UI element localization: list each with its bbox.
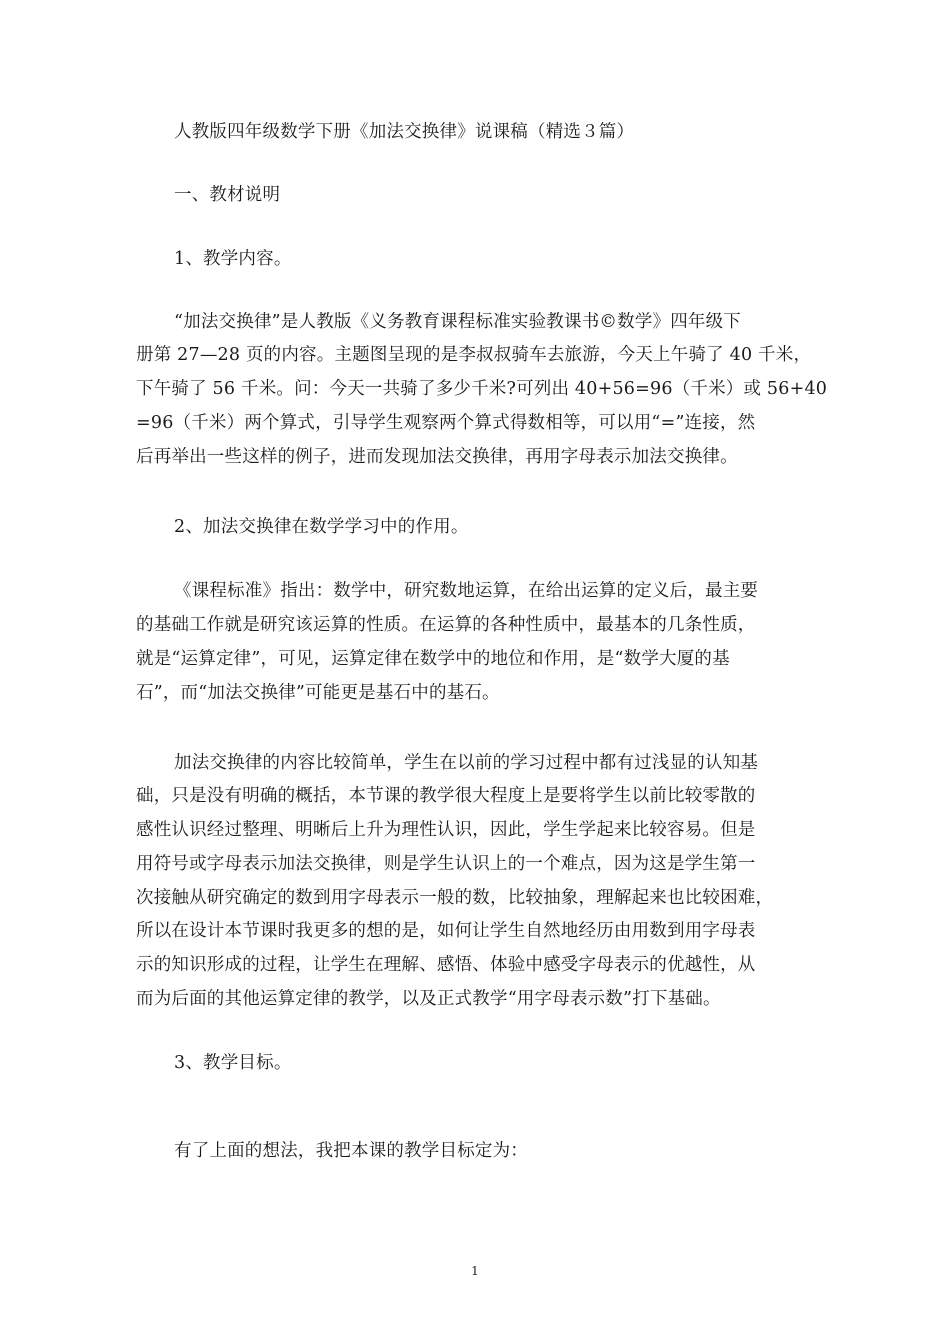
paragraph-line: 有了上面的想法，我把本课的教学目标定为： [174, 1141, 528, 1161]
paragraph-line: 所以在设计本节课时我更多的想的是，如何让学生自然地经历由用数到用字母表 [136, 921, 756, 941]
paragraph-line: 下午骑了 56 千米。问：今天一共骑了多少千米?可列出 40+56=96（千米）或 56+40 [136, 379, 828, 399]
document-title: 人教版四年级数学下册《加法交换律》说课稿（精选３篇） [174, 122, 635, 142]
item-heading: 3、教学目标。 [174, 1053, 292, 1073]
paragraph-line: =96（千米）两个算式，引导学生观察两个算式得数相等，可以用“=”连接，然 [136, 413, 756, 433]
paragraph-line: 后再举出一些这样的例子，进而发现加法交换律，再用字母表示加法交换律。 [136, 447, 738, 467]
paragraph-line: 石”，而“加法交换律”可能更是基石中的基石。 [136, 683, 500, 703]
item-heading: 1、教学内容。 [174, 249, 292, 269]
paragraph-line: 的基础工作就是研究该运算的性质。在运算的各种性质中，最基本的几条性质， [136, 615, 756, 635]
paragraph-line: 感性认识经过整理、明晰后上升为理性认识，因此，学生学起来比较容易。但是 [136, 820, 756, 840]
paragraph-line: 用符号或字母表示加法交换律，则是学生认识上的一个难点，因为这是学生第一 [136, 854, 756, 874]
page-number: 1 [471, 1264, 479, 1278]
paragraph-line: 《课程标准》指出：数学中，研究数地运算，在给出运算的定义后，最主要 [174, 581, 759, 601]
paragraph-line: “加法交换律”是人教版《义务教育课程标准实验教课书©数学》四年级下 [174, 312, 741, 332]
paragraph-line: 就是“运算定律”，可见，运算定律在数学中的地位和作用，是“数学大厦的基 [136, 649, 730, 669]
paragraph-line: 加法交换律的内容比较简单，学生在以前的学习过程中都有过浅显的认知基 [174, 753, 759, 773]
paragraph-line: 示的知识形成的过程，让学生在理解、感悟、体验中感受字母表示的优越性，从 [136, 955, 756, 975]
paragraph-line: 册第 27—28 页的内容。主题图呈现的是李叔叔骑车去旅游，今天上午骑了 40 千米， [136, 345, 812, 365]
section-heading: 一、教材说明 [174, 185, 281, 205]
paragraph-line: 而为后面的其他运算定律的教学，以及正式教学“用字母表示数”打下基础。 [136, 989, 721, 1009]
item-heading: 2、加法交换律在数学学习中的作用。 [174, 517, 469, 537]
paragraph-line: 础，只是没有明确的概括，本节课的教学很大程度上是要将学生以前比较零散的 [136, 786, 756, 806]
paragraph-line: 次接触从研究确定的数到用字母表示一般的数，比较抽象，理解起来也比较困难， [136, 888, 774, 908]
